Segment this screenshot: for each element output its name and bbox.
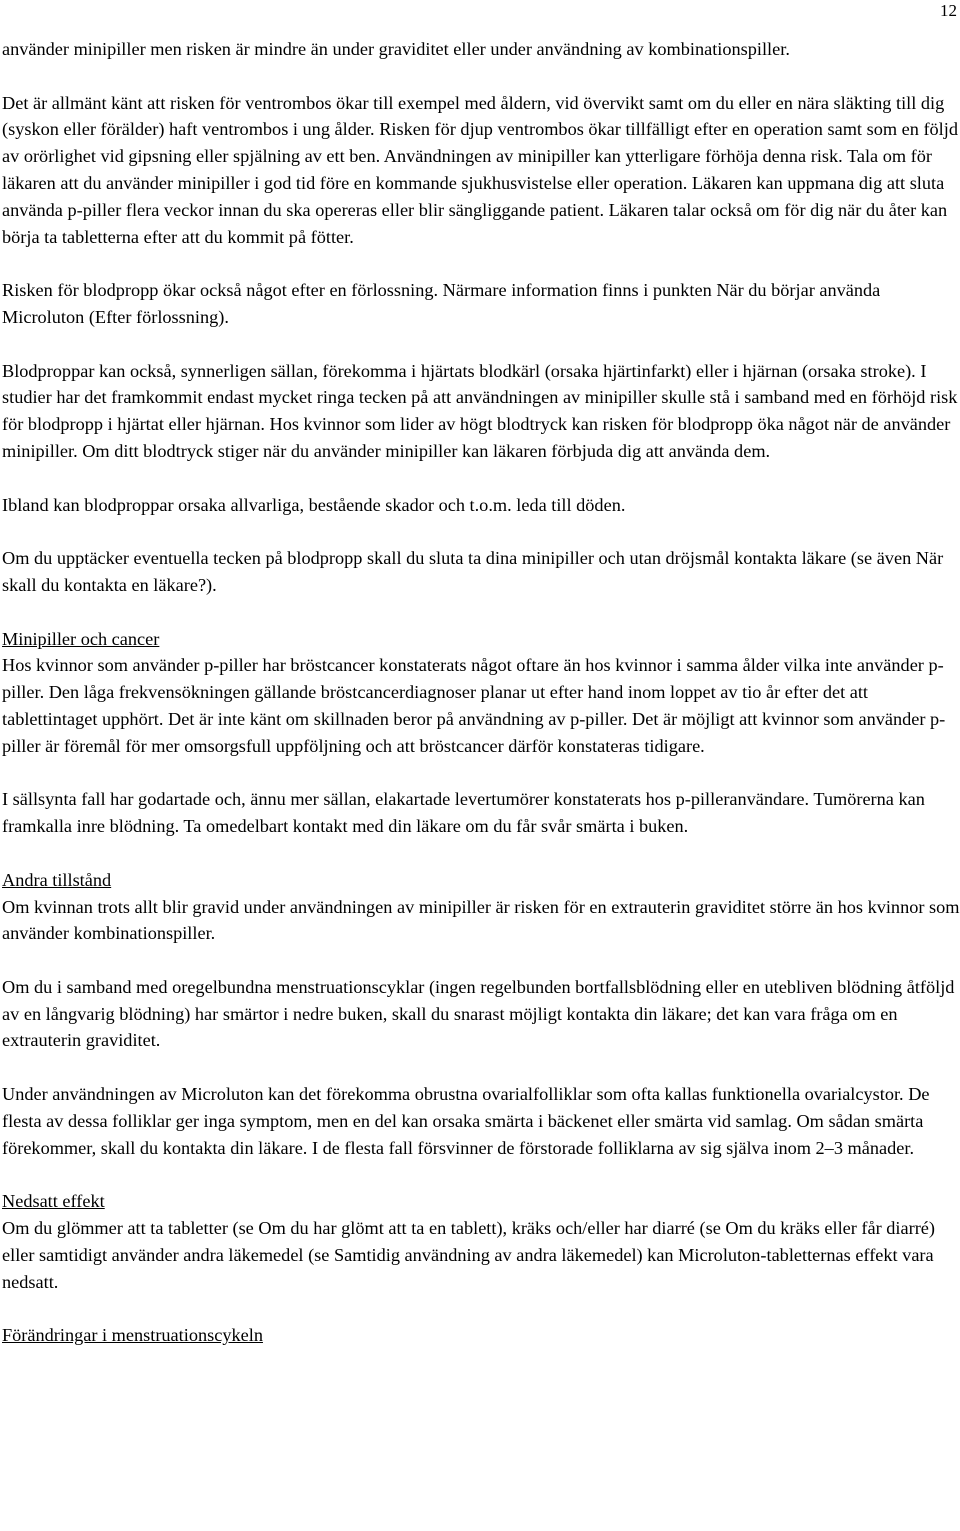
paragraph-text: Under användningen av Microluton kan det förekomma obrustna ovarialfolliklar som ofta kallas funktionella ovarialcystor. De flesta av dessa folliklar ger inga symptom, men en del kan orsaka smärta i bäckenet eller smärta vid samlag. Om sådan smärta förekommer, skall du kontakta din läkare. I de flesta fall försvinner de förstorade folliklarna av sig själva inom 2–3 månader.: [2, 1084, 930, 1158]
paragraph-ovarian-follicles: [2, 1081, 960, 1161]
section-heading: Minipiller och cancer: [2, 628, 160, 649]
section-heading: Nedsatt effekt: [2, 1191, 105, 1212]
paragraph-text: Risken för blodpropp ökar också något efter en förlossning. Närmare information finns i punkten När du börjar använda Microluton (Efter förlossning).: [2, 280, 881, 327]
paragraph-contact-doctor: [2, 545, 960, 599]
paragraph-text: Om du glömmer att ta tabletter (se Om du har glömt att ta en tablett), kräks och/eller har diarré (se Om du kräks eller får diarré) eller samtidigt använder andra läkemedel (se Samtidig användning av andra läkemedel) kan Microluton-tabletternas effekt vara nedsatt.: [2, 1218, 936, 1292]
paragraph-text: I sällsynta fall har godartade och, ännu mer sällan, elakartade levertumörer konstaterats hos p-pilleranvändare. Tumörerna kan framkalla inre blödning. Ta omedelbart kontakt med din läkare om du får svår smärta i buken.: [2, 789, 925, 837]
paragraph-serious-damage: [2, 492, 960, 519]
paragraph-liver-tumors: [2, 786, 960, 840]
paragraph-text: Om du i samband med oregelbundna menstruationscyklar (ingen regelbunden bortfallsblödning eller en utebliven blödning åtföljd av en långvarig blödning) har smärtor i nedre buken, skall du snarast möjligt kontakta din läkare; det kan vara fråga om en extrauterin graviditet.: [2, 976, 955, 1051]
paragraph-text: Om kvinnan trots allt blir gravid under användningen av minipiller är risken för en extrauterin graviditet större än hos kvinnor som använder kombinationspiller.: [2, 896, 960, 944]
section-forandringar-menstruationscykeln: [2, 1322, 960, 1349]
section-heading: Andra tillstånd: [2, 869, 112, 890]
section-minipiller-och-cancer: [2, 626, 960, 760]
paragraph-text: använder minipiller men risken är mindre än under graviditet eller under användning av kombinationspiller.: [2, 39, 790, 59]
paragraph-arterial-clots: [2, 358, 960, 465]
section-nedsatt-effekt: [2, 1188, 960, 1295]
paragraph-text: Det är allmänt känt att risken för ventrombos ökar till exempel med åldern, vid övervikt samt om du eller en nära släkting till dig (syskon eller förälder) haft ventrombos i ung ålder. Risken för djup ventrombos ökar tillfälligt efter en operation samt som en följd av orörlighet vid gipsning eller spjälning av ett ben. Användningen av minipiller kan ytterligare förhöja denna risk. Tala om för läkaren att du använder minipiller i god tid före en kommande sjukhusvistelse eller operation. Läkaren kan uppmana dig att sluta använda p-piller flera veckor innan du ska opereras eller blir sängliggande patient. Läkaren talar också om för dig när du åter kan börja ta tabletterna efter att du kommit på fötter.: [2, 92, 958, 247]
paragraph-text: Hos kvinnor som använder p-piller har bröstcancer konstaterats något oftare än hos kvinnor i samma ålder vilka inte använder p-piller. Den låga frekvensökningen gällande bröstcancerdiagnoser planar ut efter hand inom loppet av tio år efter det att tablettintaget upphört. Det är inte känt om skillnaden beror på användning av p-piller. Det är möjligt att kvinnor som använder p-piller är föremål för mer omsorgsfull uppföljning och att bröstcancer därför konstateras tidigare.: [2, 655, 946, 756]
paragraph-postpartum-risk: [2, 277, 960, 331]
paragraph-continuation: [2, 36, 960, 63]
paragraph-text: Om du upptäcker eventuella tecken på blodpropp skall du sluta ta dina minipiller och utan dröjsmål kontakta läkare (se även När skall du kontakta en läkare?).: [2, 548, 944, 595]
paragraph-text: Ibland kan blodproppar orsaka allvarliga, bestående skador och t.o.m. leda till döden.: [2, 494, 626, 515]
section-heading: Förändringar i menstruationscykeln: [2, 1325, 263, 1346]
section-andra-tillstand: [2, 867, 960, 947]
paragraph-irregular-cycles: [2, 974, 960, 1054]
page-number: 12: [940, 1, 957, 20]
paragraph-text: Blodproppar kan också, synnerligen sällan, förekomma i hjärtats blodkärl (orsaka hjärtinfarkt) eller i hjärnan (orsaka stroke). I studier har det framkommit endast mycket ringa tecken på att användningen av minipiller skulle stå i samband med en förhöjd risk för blodpropp i hjärtat eller hjärnan. Hos kvinnor som lider av högt blodtryck kan risken för blodpropp öka något när de använder minipiller. Om ditt blodtryck stiger när du använder minipiller kan läkaren förbjuda dig att använda dem.: [2, 360, 958, 461]
paragraph-ventrombos-risk: [2, 90, 960, 251]
